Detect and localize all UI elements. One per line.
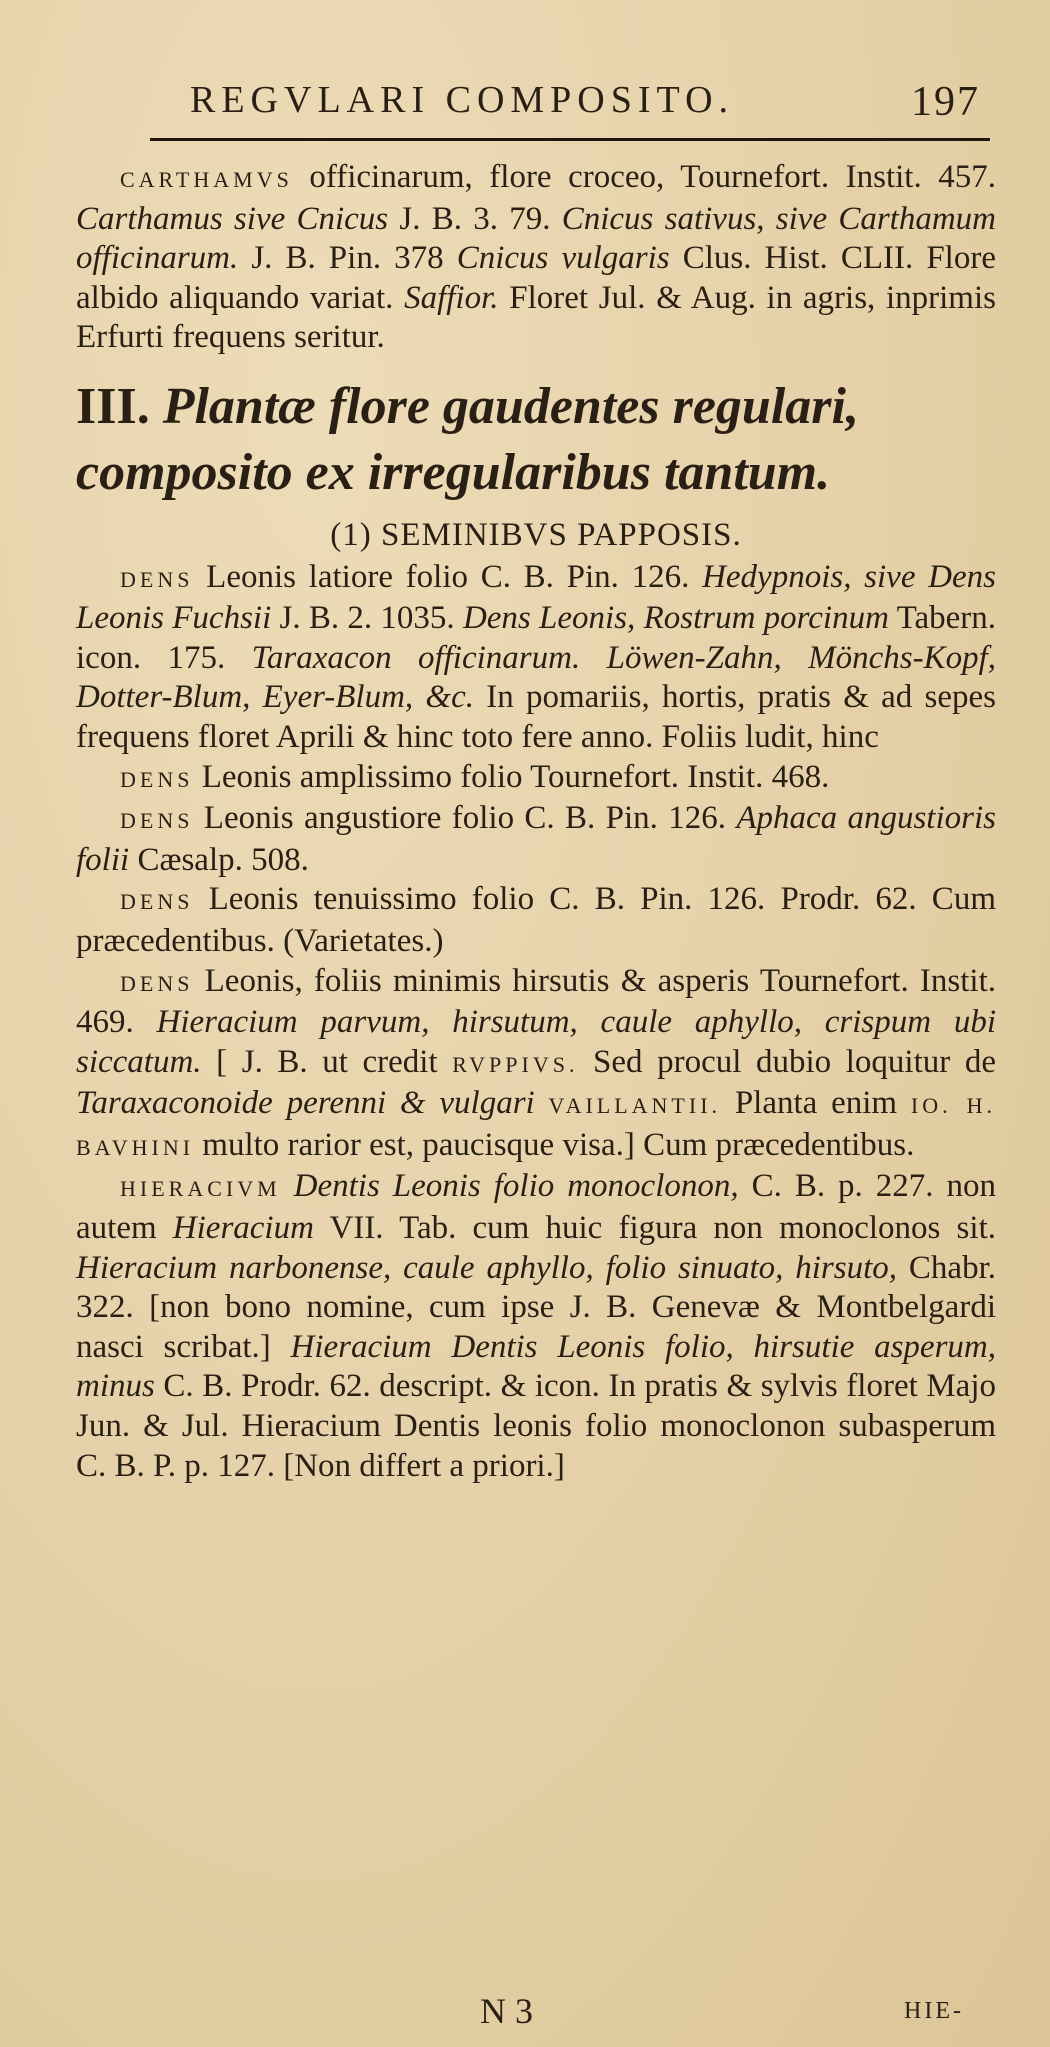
entry-text	[535, 1085, 549, 1121]
entry-italic: Dens Leonis, Rostrum porcinum	[462, 600, 889, 637]
entry-lemma: DENS	[120, 566, 194, 592]
entry-text: C. B. p. 227. non autem	[76, 1168, 996, 1247]
entry-italic: Aphaca angustioris folii	[76, 800, 996, 878]
entry-italic: Hieracium parvum, hirsutum, caule aphyllo, crispum ubi siccatum.	[76, 1004, 996, 1080]
entry-italic: Dentis Leonis folio monoclonon,	[293, 1168, 739, 1205]
entry-text: [ J. B. ut credit	[201, 1043, 453, 1080]
entry-italic: Hedypnois, sive Dens Leonis Fuchsii	[76, 558, 996, 637]
section-subheading: (1) SEMINIBVS PAPPOSIS.	[330, 516, 742, 553]
entry-text: Leonis tenuissimo folio C. B. Pin. 126. Prodr. 62. Cum præcedentibus. (Varietates.)	[76, 881, 996, 959]
entry-italic: Saffior.	[404, 279, 499, 316]
entry-italic: Taraxaconoide perenni & vulgari	[76, 1085, 535, 1122]
entry-italic: Hieracium Dentis Leonis folio, hirsutie asperum, minus	[76, 1328, 996, 1405]
entry-dens-leonis-angustiore	[76, 799, 996, 880]
entry-carthamus	[76, 158, 996, 358]
catchword: HIE-	[904, 1998, 964, 2024]
author-name: RVPPIVS.	[452, 1051, 579, 1077]
entry-text: C. B. Prodr. 62. descript. & icon. In pratis & sylvis floret Majo Jun. & Jul. Hieracium Dentis leonis folio monoclonon subasperum C. B. P. p. 127. [Non differt a priori.]	[76, 1368, 996, 1484]
page-number: 197	[911, 79, 980, 125]
entry-lemma: DENS	[120, 889, 194, 915]
running-title: REGVLARI COMPOSITO.	[190, 79, 735, 121]
entry-italic: Hieracium narbonense, caule aphyllo, folio sinuato, hirsuto,	[76, 1249, 898, 1286]
entry-text: Floret Jul. & Aug. in agris, inprimis Erfurti frequens seritur.	[76, 279, 996, 356]
section-number: III.	[76, 377, 150, 435]
entry-text: Tabern. icon. 175.	[76, 600, 996, 676]
running-head	[190, 78, 980, 125]
entry-dens-leonis-tenuissimo	[76, 880, 996, 961]
author-name: IO. H. BAVHINI	[76, 1093, 997, 1160]
section-heading	[76, 374, 996, 506]
entry-dens-leonis-amplissimo	[76, 758, 996, 800]
entry-lemma: DENS	[120, 970, 194, 996]
entry-dens-leonis-minimis	[76, 962, 996, 1168]
entry-text: multo rarior est, paucisque visa.] Cum præcedentibus.	[194, 1126, 915, 1163]
entry-text: Leonis angustiore folio C. B. Pin. 126.	[193, 800, 737, 837]
entry-italic: Cnicus vulgaris	[456, 240, 670, 277]
entry-text: officinarum, flore croceo, Tournefort. Instit. 457.	[292, 159, 996, 195]
entry-text: In pomariis, hortis, pratis & ad sepes frequens floret Aprili & hinc toto fere anno. Foliis ludit, hinc	[76, 679, 996, 755]
entry-text: VII. Tab. cum huic figura non monoclonos sit.	[313, 1210, 996, 1247]
section-title: Plantæ flore gaudentes regulari, composito ex irregularibus tantum.	[76, 377, 859, 501]
entry-text: Leonis, foliis minimis hirsutis & asperis Tournefort. Instit. 469.	[76, 962, 996, 1041]
entry-text: Planta enim	[721, 1085, 911, 1122]
entry-text: J. B. 3. 79.	[388, 200, 562, 237]
entry-text: J. B. 2. 1035.	[271, 600, 463, 637]
entry-text: Chabr. 322. [non bono nomine, cum ipse J. B. Genevæ & Montbelgardi nasci scribat.]	[76, 1249, 996, 1365]
entry-text: Leonis latiore folio C. B. Pin. 126.	[193, 558, 703, 595]
signature-mark: N 3	[480, 1991, 533, 2031]
entry-text: Leonis amplissimo folio Tournefort. Instit. 468.	[193, 758, 830, 795]
entry-lemma: DENS	[120, 766, 194, 792]
entry-text: Sed procul dubio loquitur de	[578, 1043, 996, 1080]
entry-dens-leonis-latiore	[76, 558, 996, 758]
entry-text	[281, 1168, 294, 1204]
entry-text: Cæsalp. 508.	[129, 841, 309, 878]
entry-italic: Hieracium	[172, 1210, 314, 1247]
entry-text: J. B. Pin. 378	[238, 240, 457, 277]
entry-hieracium	[76, 1167, 996, 1486]
entry-italic: Taraxacon officinarum. Löwen-Zahn, Mönchs-Kopf, Dotter-Blum, Eyer-Blum, &c.	[76, 639, 996, 716]
header-rule	[150, 138, 990, 141]
author-name: VAILLANTII.	[548, 1093, 722, 1119]
entry-italic: Carthamus sive Cnicus	[76, 200, 389, 237]
entry-lemma: DENS	[120, 808, 194, 834]
entry-lemma: HIERACIVM	[120, 1176, 281, 1202]
page-body	[76, 158, 996, 1486]
entry-text: Clus. Hist. CLII. Flore albido aliquando variat.	[76, 240, 996, 316]
entry-italic: Cnicus sativus, sive Carthamum officinarum.	[76, 200, 997, 277]
entry-lemma: CARTHAMVS	[120, 167, 293, 192]
